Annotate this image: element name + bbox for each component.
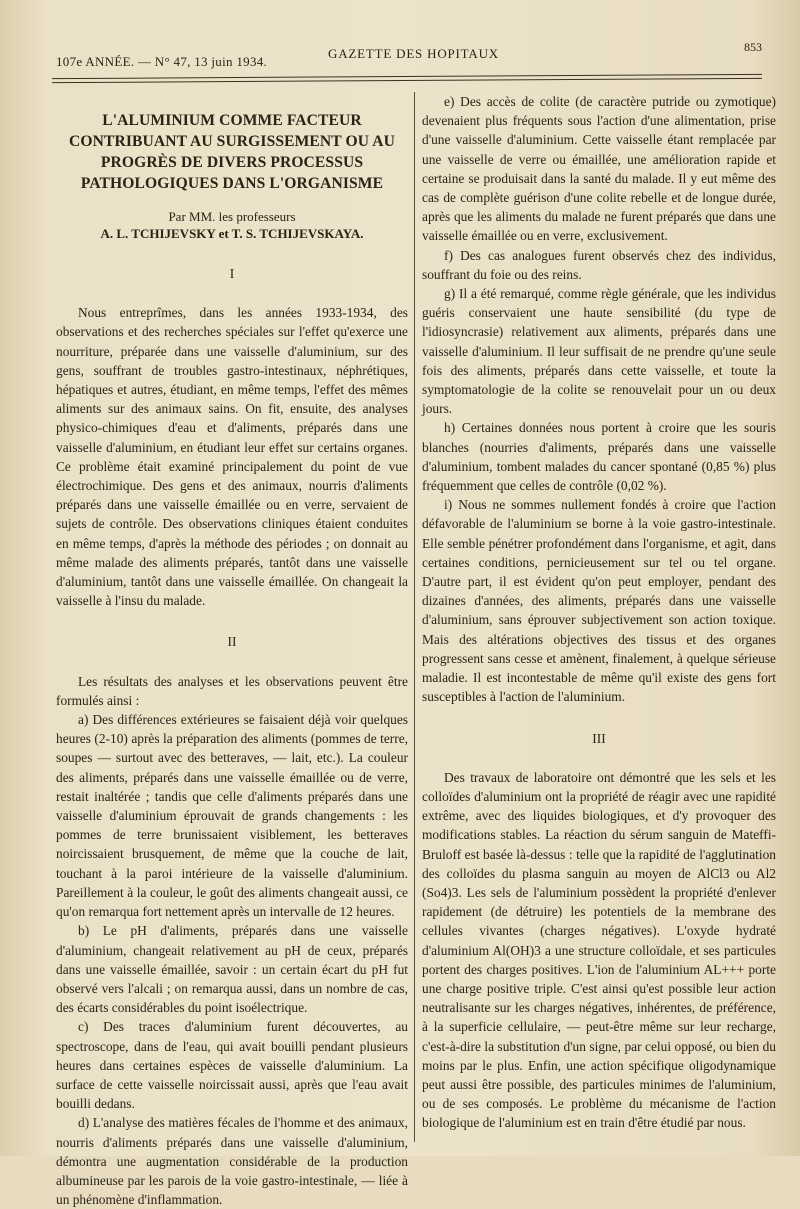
paragraph: d) L'analyse des matières fécales de l'homme et des animaux, nourris d'aliments préparés dans une vaisselle d'aluminium, démontra une augmentation considérable de la production albumineuse par les parois de la voie gastro-intestinale, — liée à un phénomène d'inflammation. xyxy=(56,1115,408,1208)
paragraph: i) Nous ne sommes nullement fondés à croire que l'action défavorable de l'aluminium se borne à la voie gastro-intestinale. Elle semble pénétrer profondément dans l'organisme, et agit, dans certaines conditions, pernicieusement sur tel ou tel organe. D'autre part, il est évident qu'on peut employer, pendant des dizaines d'années, des aliments, préparés dans une vaisselle d'aluminium, sans éprouver subjectivement son action toxique. Mais des altérations objectives des tissus et des organes progressent sans cesse et amènent, finalement, à quelque sérieuse maladie. Il est incontestable de même qu'il existe des gens fort susceptibles à l'action de l'aluminium. xyxy=(422,497,776,705)
authors: A. L. TCHIJEVSKY et T. S. TCHIJEVSKAYA. xyxy=(100,226,364,241)
paragraph: h) Certaines données nous portent à croire que les souris blanches (nourries d'aliments, préparés dans une vaisselle d'aluminium, tombent malades du cancer spontané (0,85 %) plus fréquemment que celles de contrôle (0,02 %). xyxy=(422,420,776,494)
paragraph: g) Il a été remarqué, comme règle générale, que les individus guéris conservaient une haute sensibilité (du type de l'idiosyncrasie) relativement aux aliments, préparés dans une vaisselle d'aluminium. Il leur suffisait de ne prendre qu'une seule fois des aliments, préparés dans cette vaisselle, et toute la symptomatologie de la colite se renouvelait pour un ou deux jours. xyxy=(422,286,776,417)
page-number: 853 xyxy=(744,40,762,54)
paragraph: b) Le pH d'aliments, préparés dans une vaisselle d'aluminium, changeait relativement au pH de ceux, préparés dans une vaisselle émaillée, savoir : un certain écart du pH fut observé vers l'alcali ; on remarqua aussi, dans un nombre de cas, des écarts considérables du point isoélectrique. xyxy=(56,923,408,1016)
section-numeral-3: III xyxy=(592,730,606,746)
paragraph: a) Des différences extérieures se faisaient déjà voir quelques heures (2-10) après la préparation des aliments (pommes de terre, soupes — surtout avec des betteraves, — lait, etc.). La couleur des aliments, préparés dans une vaisselle émaillée ou de verre, restait inaltérée ; tandis que celle d'aliments préparés dans une vaisselle d'aluminium éprouvait de grands changements : les pommes de terre brunissaient visiblement, les betteraves noircissaient brusquement, de même que la couche de lait, touchant à la paroi intérieure de la vaisselle d'aluminium. Pareillement à la couleur, le goût des aliments changeait aussi, ce qu'on remarqua fort nettement après un intervalle de 12 heures. xyxy=(56,712,408,920)
byline: Par MM. les professeurs xyxy=(168,209,296,224)
section-numeral-2: II xyxy=(227,634,237,650)
paragraph: c) Des traces d'aluminium furent découvertes, au spectroscope, dans de l'eau, qui avait bouilli pendant plusieurs heures dans certaines espèces de vaisselle d'aluminium. La surface de cette vaisselle noircissait aussi, après que l'eau avait bouilli dedans. xyxy=(56,1019,408,1112)
header-rule-thin xyxy=(52,78,762,83)
column-divider xyxy=(414,92,415,1142)
paragraph: e) Des accès de colite (de caractère putride ou zymotique) devenaient plus fréquents sous l'action d'une alimentation, prise d'une vaisselle d'aluminium. Cette vaisselle étant remplacée par une vaisselle de verre ou émaillée, une amélioration rapide et certaine se produisait dans la santé du malade. Il y eut même des cas de complète guérison d'une colite rebelle et de longue durée, après que les aliments du malade ne furent préparés que dans une vaisselle émaillée ou en verre, exclusivement. xyxy=(422,94,776,244)
paragraph: Des travaux de laboratoire ont démontré que les sels et les colloïdes d'aluminium ont la propriété de réagir avec une rapidité extrême, avec des liquides biologiques, et d'y provoquer des modifications stables. La réaction du sérum sanguin de Mateffi-Bruloff est basée là-dessus : telle que la rapidité de l'agglutination des colloïdes du plasma sanguin au moyen de AlCl3 ou Al2 (So4)3. Les sels de l'aluminium possèdent la propriété d'enlever rapidement (de détruire) les potentiels de la membrane des cellules vivantes (charges négatives). L'oxyde hydraté d'aluminium Al(OH)3 a une structure colloïdale, et ses particules portent des charges positives. L'ion de l'aluminium AL+++ porte une charge positive triple. C'est ainsi qu'est possible leur action neutralisante sur les charges négatives, inhérentes, de préférence, à la superficie cellulaire, — peut-être même sur leur recharge, c'est-à-dire la substitution d'un signe, par celui opposé, ou bien du moins par le plus. Enfin, une action spécifique oligodynamique peut aussi être possible, des particules minimes de l'aluminium, ou de ses composés. Le problème du mécanisme de l'action biologique de l'aluminium est en train d'être étudié par nous. xyxy=(422,769,776,1131)
issue-info: 107e ANNÉE. — N° 47, 13 juin 1934. xyxy=(56,54,268,69)
journal-title: GAZETTE DES HOPITAUX xyxy=(328,46,499,61)
section-numeral-1: I xyxy=(229,266,235,281)
paragraph: Nous entreprîmes, dans les années 1933-1934, des observations et des recherches spéciales sur l'effet qu'exerce une nourriture, préparée dans une vaisselle d'aluminium, sur des gens, souffrant de troubles gastro-intestinaux, néphrétiques, hépatiques et autres, étudiant, en même temps, l'effet des mêmes aliments sur des animaux sains. On fit, ensuite, des analyses physico-chimiques d'eau et d'aliments, préparés dans une vaisselle d'aluminium, en étudiant leur effet sur certains organes. Ce problème était examiné principalement du point de vue électrochimique. Des gens et des animaux, nourris d'aliments préparés dans une vaisselle émaillée ou en verre, servaient de sujets de contrôle. Des observations cliniques étaient conduites en même temps, d'après la méthode des périodes ; on donnait au même malade des aliments préparés, tantôt dans une vaisselle d'aluminium, tantôt dans une vaisselle émaillée. On changeait la vaisselle à l'insu du malade. xyxy=(56,305,408,609)
article-title: L'ALUMINIUM COMME FACTEUR CONTRIBUANT AU SURGISSEMENT OU AU PROGRÈS DE DIVERS PROCESSUS PATHOLOGIQUES DANS L'ORGANISME xyxy=(69,112,395,192)
paragraph: Les résultats des analyses et les observations peuvent être formulés ainsi : xyxy=(56,673,408,708)
left-column xyxy=(56,92,408,1209)
page-header xyxy=(56,40,762,76)
paragraph: f) Des cas analogues furent observés chez des individus, souffrant du foie ou des reins. xyxy=(422,247,776,282)
right-column xyxy=(422,92,776,1133)
